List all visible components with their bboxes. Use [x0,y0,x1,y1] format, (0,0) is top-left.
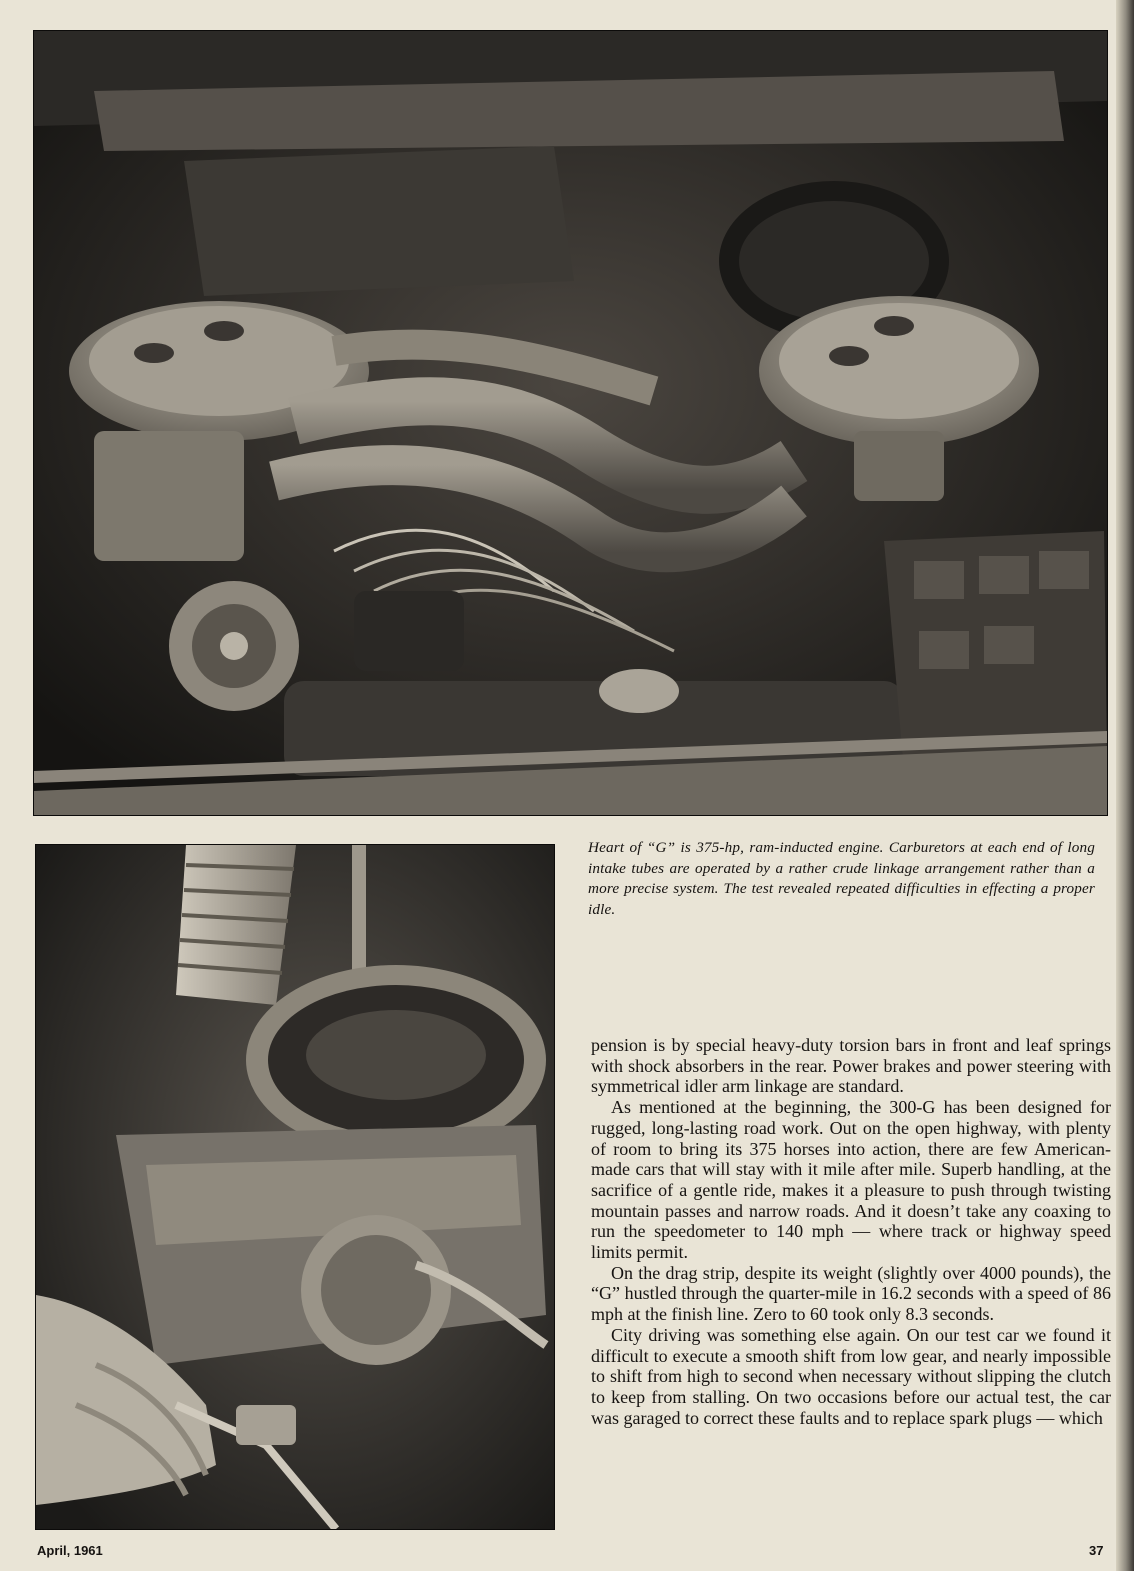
issue-date: April, 1961 [37,1543,103,1558]
article-paragraph: City driving was something else again. On our test car we found it difficult to execute a smooth shift from low gear, and nearly impossible to shift from high to second when necessary without slipping the clutch to keep from stalling. On two occasions before our actual test, the car was garaged to correct these faults and to replace spark plugs — which [591,1324,1111,1428]
page-number: 37 [1089,1543,1104,1558]
article-paragraph: On the drag strip, despite its weight (slightly over 4000 pounds), the “G” hustled through the quarter-mile in 16.2 seconds with a speed of 86 mph at the finish line. Zero to 60 took only 8.3 seconds. [591,1262,1111,1325]
page-edge-shadow [1116,0,1134,1571]
article-paragraph: As mentioned at the beginning, the 300-G has been designed for rugged, long-lasting road work. Out on the open highway, with plenty of room to bring its 375 horses into action, there are few American-made cars that will stay with it mile after mile. Superb handling, at the sacrifice of a gentle ride, makes it a pleasure to push through twisting mountain passes and narrow roads. And it doesn’t take any coaxing to run the speedometer to 140 mph — where track or highway speed limits permit. [591,1097,1111,1263]
article-paragraph: pension is by special heavy-duty torsion bars in front and leaf springs with shock absorbers in the rear. Power brakes and power steering with symmetrical idler arm linkage are standard. [591,1035,1111,1097]
engine-bay-photo [33,30,1108,816]
photo-caption: Heart of “G” is 375-hp, ram-inducted engine. Carburetors at each end of long intake tubes are operated by a rather crude linkage arrangement rather than a more precise system. The test revealed repeated difficulties in effecting a proper idle. [588,839,1095,918]
carburetor-photo [35,844,555,1530]
article-body [591,1035,1111,1428]
